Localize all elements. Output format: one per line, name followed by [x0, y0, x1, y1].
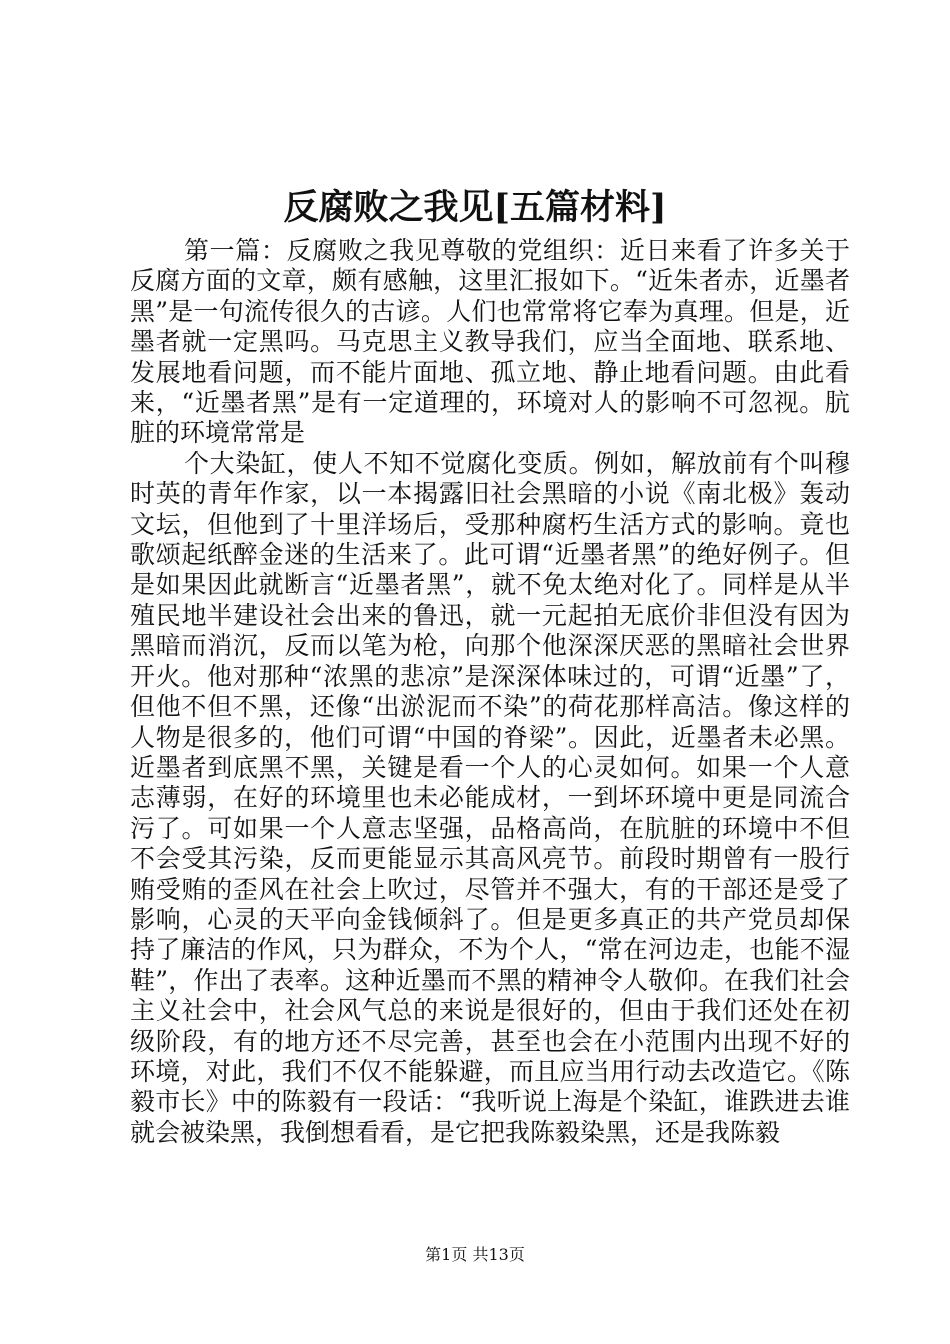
- page-footer: [0, 1245, 950, 1265]
- body-paragraph-2: 个大染缸，使人不知不觉腐化变质。例如，解放前有个叫穆时英的青年作家，以一本揭露旧社会黑暗的小说《南北极》轰动文坛，但他到了十里洋场后，受那种腐朽生活方式的影响。竟也歌颂起纸醉金迷的生活来了。此可谓“近墨者黑”的绝好例子。但是如果因此就断言“近墨者黑”，就不免太绝对化了。同样是从半殖民地半建设社会出来的鲁迅，就一元起拍无底价非但没有因为黑暗而消沉，反而以笔为枪，向那个他深深厌恶的黑暗社会世界开火。他对那种“浓黑的悲凉”是深深体味过的，可谓“近墨”了，但他不但不黑，还像“出淤泥而不染”的荷花那样高洁。像这样的人物是很多的，他们可谓“中国的脊梁”。因此，近墨者未必黑。近墨者到底黑不黑，关键是看一个人的心灵如何。如果一个人意志薄弱，在好的环境里也未必能成材，一到坏环境中更是同流合污了。可如果一个人意志坚强，品格高尚，在肮脏的环境中不但不会受其污染，反而更能显示其高风亮节。前段时期曾有一股行贿受贿的歪风在社会上吹过，尽管并不强大，有的干部还是受了影响，心灵的天平向金钱倾斜了。但是更多真正的共产党员却保持了廉洁的作风，只为群众，不为个人，“常在河边走，也能不湿鞋”，作出了表率。这种近墨而不黑的精神令人敬仰。在我们社会主义社会中，社会风气总的来说是很好的，但由于我们还处在初级阶段，有的地方还不尽完善，甚至也会在小范围内出现不好的环境，对此，我们不仅不能躲避，而且应当用行动去改造它。《陈毅市长》中的陈毅有一段话：“我听说上海是个染缸，谁跌进去谁就会被染黑，我倒想看看，是它把我陈毅染黑，还是我陈毅: [130, 448, 850, 1147]
- page-number: 第1页: [425, 1245, 468, 1264]
- document-body: [130, 236, 850, 1148]
- page-total: 共13页: [472, 1245, 525, 1264]
- document-title: 反腐败之我见[五篇材料]: [283, 187, 667, 228]
- body-paragraph-1: 第一篇：反腐败之我见尊敬的党组织：近日来看了许多关于反腐方面的文章，颇有感触，这里汇报如下。“近朱者赤，近墨者黑”是一句流传很久的古谚。人们也常常将它奉为真理。但是，近墨者就一定黑吗。马克思主义教导我们，应当全面地、联系地、发展地看问题，而不能片面地、孤立地、静止地看问题。由此看来，“近墨者黑”是有一定道理的，环境对人的影响不可忽视。肮脏的环境常常是: [130, 236, 850, 448]
